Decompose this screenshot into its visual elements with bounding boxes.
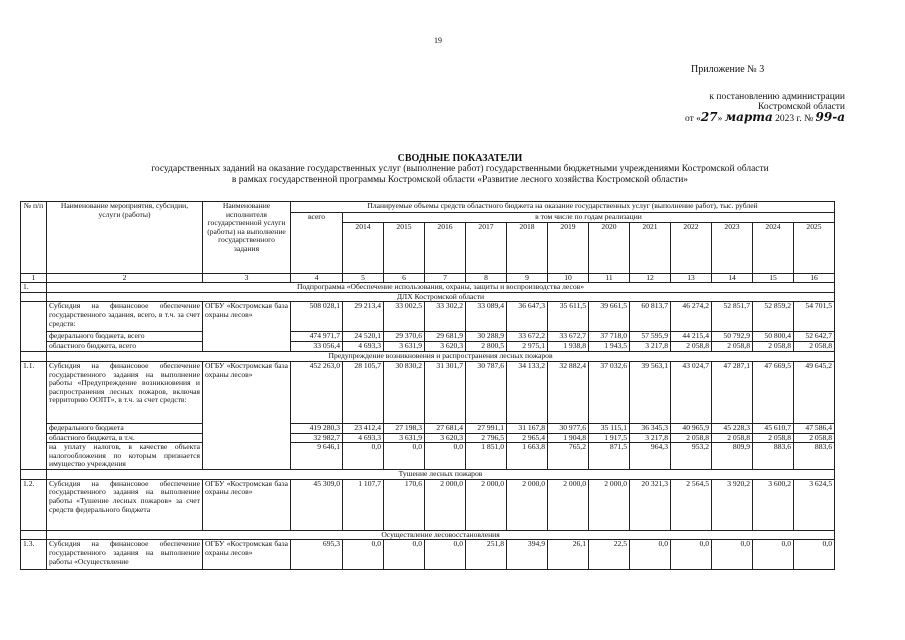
- document-title: [20, 153, 900, 186]
- value-cell: 47 669,5: [753, 361, 794, 423]
- column-number: 13: [671, 273, 712, 283]
- value-cell: 57 595,9: [630, 332, 671, 342]
- value-cell: 3 600,2: [753, 479, 794, 530]
- value-cell: 29 370,6: [384, 332, 425, 342]
- value-cell: 0,0: [671, 540, 712, 570]
- appendix-label: Приложение № 3: [691, 64, 765, 75]
- header-year: 2017: [466, 222, 507, 273]
- value-cell: 4 693,3: [343, 433, 384, 443]
- value-cell: 60 813,7: [630, 302, 671, 332]
- value-cell: 30 288,9: [466, 332, 507, 342]
- subrow-name: областного бюджета, в т.ч.: [47, 433, 203, 443]
- value-cell: 33 302,2: [425, 302, 466, 332]
- row-number: 1.3.: [21, 540, 47, 570]
- row-executor: ОГБУ «Костромская база охраны лесов»: [203, 302, 291, 352]
- value-cell: 0,0: [384, 540, 425, 570]
- value-cell: 45 228,3: [712, 423, 753, 433]
- value-cell: 33 089,4: [466, 302, 507, 332]
- value-cell: 0,0: [425, 443, 466, 470]
- title-line-3: в рамках государственной программы Костромской области «Развитие лесного хозяйства Костромской области»: [231, 175, 689, 185]
- section-dlh: ДЛХ Костромской области: [47, 292, 835, 302]
- value-cell: 1 663,8: [507, 443, 548, 470]
- value-cell: 27 681,4: [425, 423, 466, 433]
- cell-empty: [21, 470, 47, 480]
- value-cell: 4 693,3: [343, 342, 384, 352]
- column-number: 16: [794, 273, 835, 283]
- subrow-name: на уплату налогов, в качестве объекта налогообложения по которым признается имущество учреждения: [47, 443, 203, 470]
- value-cell: 0,0: [794, 540, 835, 570]
- value-cell: 1 851,0: [466, 443, 507, 470]
- value-cell: 37 032,6: [589, 361, 630, 423]
- value-cell: 30 830,2: [384, 361, 425, 423]
- value-cell: 39 563,1: [630, 361, 671, 423]
- value-cell: 20 321,3: [630, 479, 671, 530]
- value-cell: 3 620,3: [425, 433, 466, 443]
- value-cell: 452 263,0: [291, 361, 343, 423]
- decree-mid: »: [717, 114, 723, 124]
- value-cell: 2 058,8: [794, 433, 835, 443]
- value-cell: 2 000,0: [466, 479, 507, 530]
- column-number: 1: [21, 273, 47, 283]
- row-executor: ОГБУ «Костромская база охраны лесов»: [203, 361, 291, 469]
- value-cell: 1 904,8: [548, 433, 589, 443]
- value-cell: 31 167,8: [507, 423, 548, 433]
- value-cell: 52 859,2: [753, 302, 794, 332]
- header-total: всего: [291, 213, 343, 274]
- value-cell: 2 796,5: [466, 433, 507, 443]
- value-cell: 0,0: [753, 540, 794, 570]
- value-cell: 34 133,2: [507, 361, 548, 423]
- value-cell: 394,9: [507, 540, 548, 570]
- row-name: Субсидия на финансовое обеспечение государственного задания на выполнение работы «Осуществление: [47, 540, 203, 570]
- value-cell: 251,8: [466, 540, 507, 570]
- value-cell: 2 000,0: [589, 479, 630, 530]
- value-cell: 32 982,7: [291, 433, 343, 443]
- decree-reference: [640, 92, 845, 124]
- value-cell: 3 217,8: [630, 342, 671, 352]
- value-cell: 2 058,8: [671, 433, 712, 443]
- value-cell: 50 792,9: [712, 332, 753, 342]
- value-cell: 1 917,5: [589, 433, 630, 443]
- section-number: 1.: [21, 283, 47, 293]
- value-cell: 26,1: [548, 540, 589, 570]
- value-cell: 33 672,7: [548, 332, 589, 342]
- value-cell: 2 564,5: [671, 479, 712, 530]
- value-cell: 2 058,8: [712, 342, 753, 352]
- header-year: 2022: [671, 222, 712, 273]
- header-year: 2023: [712, 222, 753, 273]
- value-cell: 3 631,9: [384, 342, 425, 352]
- row-number: 1.1.: [21, 361, 47, 469]
- value-cell: 29 213,4: [343, 302, 384, 332]
- value-cell: 474 971,7: [291, 332, 343, 342]
- value-cell: 46 274,2: [671, 302, 712, 332]
- value-cell: 3 920,2: [712, 479, 753, 530]
- value-cell: 0,0: [425, 540, 466, 570]
- value-cell: 28 105,7: [343, 361, 384, 423]
- value-cell: 2 000,0: [548, 479, 589, 530]
- value-cell: 1 938,8: [548, 342, 589, 352]
- row-executor: ОГБУ «Костромская база охраны лесов»: [203, 479, 291, 530]
- value-cell: 964,3: [630, 443, 671, 470]
- value-cell: 3 624,5: [794, 479, 835, 530]
- section-reforestation: Осуществление лесовосстановления: [47, 530, 835, 540]
- value-cell: 0,0: [384, 443, 425, 470]
- column-number: 10: [548, 273, 589, 283]
- value-cell: 33 672,2: [507, 332, 548, 342]
- value-cell: 2 058,8: [753, 433, 794, 443]
- value-cell: 809,9: [712, 443, 753, 470]
- value-cell: 22,5: [589, 540, 630, 570]
- decree-prefix: от «: [684, 114, 701, 124]
- value-cell: 40 965,9: [671, 423, 712, 433]
- row-number: [21, 302, 47, 352]
- value-cell: 31 301,7: [425, 361, 466, 423]
- column-number: 15: [753, 273, 794, 283]
- value-cell: 2 000,0: [425, 479, 466, 530]
- value-cell: 170,6: [384, 479, 425, 530]
- row-name: Субсидия на финансовое обеспечение государственного задания на выполнение работы «Тушение лесных пожаров» за счет средств федерального бюджета: [47, 479, 203, 530]
- value-cell: 50 800,4: [753, 332, 794, 342]
- column-number: 4: [291, 273, 343, 283]
- value-cell: 2 000,0: [507, 479, 548, 530]
- cell-empty: [21, 292, 47, 302]
- value-cell: 33 002,5: [384, 302, 425, 332]
- value-cell: 2 058,8: [794, 342, 835, 352]
- value-cell: 1 107,7: [343, 479, 384, 530]
- value-cell: 2 058,8: [671, 342, 712, 352]
- header-year: 2024: [753, 222, 794, 273]
- header-planned: Планируемые объемы средств областного бюджета на оказание государственных услуг (выполнение работ), тыс. рублей: [291, 202, 835, 213]
- value-cell: 27 198,3: [384, 423, 425, 433]
- column-number: 3: [203, 273, 291, 283]
- value-cell: 52 851,7: [712, 302, 753, 332]
- value-cell: 36 647,3: [507, 302, 548, 332]
- value-cell: 883,6: [794, 443, 835, 470]
- decree-line-1: к постановлению администрации: [709, 92, 845, 102]
- row-executor: ОГБУ «Костромская база охраны лесов»: [203, 540, 291, 570]
- value-cell: 2 058,8: [712, 433, 753, 443]
- header-year: 2019: [548, 222, 589, 273]
- value-cell: 54 701,5: [794, 302, 835, 332]
- value-cell: 695,3: [291, 540, 343, 570]
- row-name: Субсидия на финансовое обеспечение государственного задания на выполнение работы «Предупреждение возникновения и распространения лесных пожаров, включая территорию ООПТ», в т.ч. за счет средств:: [47, 361, 203, 423]
- column-number: 14: [712, 273, 753, 283]
- header-year: 2020: [589, 222, 630, 273]
- title-line-2: государственных заданий на оказание государственных услуг (выполнение работ) государственными бюджетными учреждениями Костромской области: [151, 164, 769, 174]
- value-cell: 0,0: [343, 540, 384, 570]
- section-fire-prevention: Предупреждение возникновения и распространения лесных пожаров: [47, 352, 835, 362]
- header-num: № п/п: [21, 202, 47, 274]
- value-cell: 2 965,4: [507, 433, 548, 443]
- header-year: 2015: [384, 222, 425, 273]
- subrow-name: областного бюджета, всего: [47, 342, 203, 352]
- value-cell: 37 718,0: [589, 332, 630, 342]
- value-cell: 419 280,3: [291, 423, 343, 433]
- row-name: Субсидия на финансовое обеспечение государственного задания, всего, в т.ч. за счет средств:: [47, 302, 203, 332]
- section-firefighting: Тушение лесных пожаров: [47, 470, 835, 480]
- header-name: Наименование мероприятия, субсидии, услуги (работы): [47, 202, 203, 274]
- value-cell: 2 975,1: [507, 342, 548, 352]
- subrow-name: федерального бюджета, всего: [47, 332, 203, 342]
- column-number: 7: [425, 273, 466, 283]
- value-cell: 30 787,6: [466, 361, 507, 423]
- value-cell: 0,0: [343, 443, 384, 470]
- decree-line-2: Костромской области: [758, 102, 845, 112]
- page-number: 19: [434, 36, 442, 45]
- value-cell: 49 645,2: [794, 361, 835, 423]
- decree-line-3: [640, 112, 845, 124]
- header-year: 2016: [425, 222, 466, 273]
- value-cell: 24 520,1: [343, 332, 384, 342]
- column-number: 9: [507, 273, 548, 283]
- subprogram-title: Подпрограмма «Обеспечение использования, охраны, защиты и воспроизводства лесов»: [47, 283, 835, 293]
- value-cell: 47 287,1: [712, 361, 753, 423]
- value-cell: 52 642,7: [794, 332, 835, 342]
- header-executor: Наименование исполнителя государственной услуги (работы) на выполнение государственного задания: [203, 202, 291, 274]
- cell-empty: [21, 352, 47, 362]
- decree-month: марта: [724, 110, 773, 124]
- value-cell: 2 800,5: [466, 342, 507, 352]
- value-cell: 32 882,4: [548, 361, 589, 423]
- decree-number: 99-а: [815, 110, 845, 124]
- value-cell: 23 412,4: [343, 423, 384, 433]
- value-cell: 36 345,3: [630, 423, 671, 433]
- value-cell: 39 661,5: [589, 302, 630, 332]
- column-number: 5: [343, 273, 384, 283]
- column-number: 2: [47, 273, 203, 283]
- value-cell: 35 611,5: [548, 302, 589, 332]
- value-cell: 765,2: [548, 443, 589, 470]
- value-cell: 3 217,8: [630, 433, 671, 443]
- column-number: 12: [630, 273, 671, 283]
- header-year: 2025: [794, 222, 835, 273]
- value-cell: 43 024,7: [671, 361, 712, 423]
- decree-year: 2023 г. №: [775, 114, 814, 124]
- value-cell: 1 943,5: [589, 342, 630, 352]
- subrow-name: федерального бюджета: [47, 423, 203, 433]
- value-cell: 953,2: [671, 443, 712, 470]
- row-number: 1.2.: [21, 479, 47, 530]
- value-cell: 44 215,4: [671, 332, 712, 342]
- value-cell: 9 646,1: [291, 443, 343, 470]
- decree-day: 27: [700, 110, 718, 124]
- value-cell: 0,0: [712, 540, 753, 570]
- header-year: 2021: [630, 222, 671, 273]
- value-cell: 35 115,1: [589, 423, 630, 433]
- value-cell: 30 977,6: [548, 423, 589, 433]
- value-cell: 45 309,0: [291, 479, 343, 530]
- header-by-years: в том числе по годам реализации: [343, 213, 835, 223]
- cell-empty: [21, 530, 47, 540]
- header-year: 2014: [343, 222, 384, 273]
- indicators-table: [20, 201, 835, 570]
- value-cell: 33 056,4: [291, 342, 343, 352]
- value-cell: 508 028,1: [291, 302, 343, 332]
- value-cell: 29 681,9: [425, 332, 466, 342]
- column-number: 6: [384, 273, 425, 283]
- value-cell: 3 631,9: [384, 433, 425, 443]
- value-cell: 0,0: [630, 540, 671, 570]
- title-line-1: СВОДНЫЕ ПОКАЗАТЕЛИ: [397, 153, 523, 164]
- header-year: 2018: [507, 222, 548, 273]
- value-cell: 47 586,4: [794, 423, 835, 433]
- value-cell: 3 620,3: [425, 342, 466, 352]
- value-cell: 871,5: [589, 443, 630, 470]
- value-cell: 45 610,7: [753, 423, 794, 433]
- value-cell: 883,6: [753, 443, 794, 470]
- value-cell: 2 058,8: [753, 342, 794, 352]
- value-cell: 27 991,1: [466, 423, 507, 433]
- column-number: 8: [466, 273, 507, 283]
- column-number: 11: [589, 273, 630, 283]
